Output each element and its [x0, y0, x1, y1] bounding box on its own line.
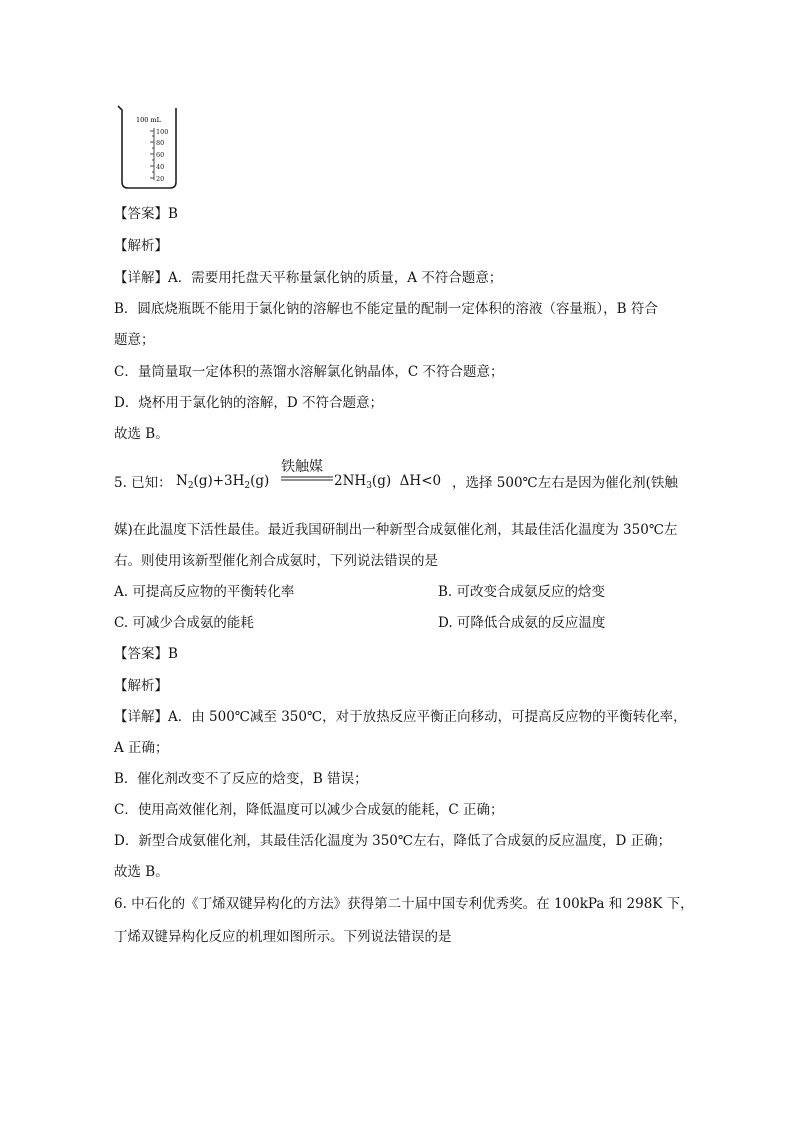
q5-detail-line: C．使用高效催化剂，降低温度可以减少合成氨的能耗，C 正确；	[114, 802, 504, 818]
equilibrium-arrow	[281, 474, 333, 484]
q4-detail-line: D．烧杯用于氯化钠的溶解，D 不符合题意；	[114, 395, 383, 411]
q4-answer: 【答案】B	[114, 206, 178, 222]
beaker-volume-label: 100 mL	[136, 116, 161, 124]
beaker-tick-label: 60	[156, 151, 165, 159]
q5-stem-line: 右。则使用该新型催化剂合成氨时，下列说法错误的是	[114, 553, 438, 569]
q5-detail-line: B．催化剂改变不了反应的焓变，B 错误；	[114, 771, 368, 787]
q4-detail-line: C．量筒量取一定体积的蒸馏水溶解氯化钠晶体，C 不符合题意；	[114, 364, 504, 380]
catalyst-label: 铁触媒	[281, 459, 323, 475]
beaker-tick-label: 80	[156, 139, 165, 147]
q5-answer: 【答案】B	[114, 646, 178, 662]
q5-detail-line: D．新型合成氨催化剂，其最佳活化温度为 350℃左右，降低了合成氨的反应温度，D 正确；	[114, 833, 672, 849]
q4-detail-line: B．圆底烧瓶既不能用于氯化钠的溶解也不能定量的配制一定体积的溶液（容量瓶），B 符合	[114, 301, 658, 317]
q5-detail-line: 故选 B。	[114, 864, 169, 880]
q4-detail-line: 题意；	[114, 332, 155, 348]
q5-stem-line: 媒)在此温度下活性最佳。最近我国研制出一种新型合成氨催化剂，其最佳活化温度为 350℃左	[114, 522, 678, 538]
beaker-tick-label: 40	[156, 163, 165, 171]
q5-stem-continuation: ，选择 500℃左右是因为催化剂(铁触	[452, 475, 678, 491]
q5-number: 5. 已知：	[114, 475, 172, 491]
beaker-tick-label: 100	[156, 128, 169, 136]
beaker-figure	[116, 104, 180, 190]
q6-stem-line: 6. 中石化的《丁烯双键异构化的方法》获得第二十届中国专利优秀奖。在 100kPa 和 298K 下，	[114, 896, 694, 912]
q5-option-d: D. 可降低合成氨的反应温度	[438, 615, 606, 631]
q5-option-c: C. 可减少合成氨的能耗	[114, 615, 254, 631]
reaction-products: $2NH_3(g)$ ΔH<0	[334, 473, 442, 491]
q5-detail-line: 【详解】A．由 500℃减至 350℃，对于放热反应平衡正向移动，可提高反应物的平衡转化率，	[114, 709, 687, 725]
beaker-tick-label: 20	[156, 175, 165, 183]
q4-analysis-heading: 【解析】	[114, 238, 168, 254]
q5-option-a: A. 可提高反应物的平衡转化率	[114, 584, 295, 600]
q4-detail-line: 故选 B。	[114, 426, 169, 442]
q5-detail-line: A 正确；	[114, 740, 169, 756]
reaction-equation: $N_2(g)+3H_2(g)$	[176, 473, 270, 491]
q5-analysis-heading: 【解析】	[114, 678, 168, 694]
q4-detail-line: 【详解】A．需要用托盘天平称量氯化钠的质量，A 不符合题意；	[114, 270, 503, 286]
q6-stem-line: 丁烯双键异构化反应的机理如图所示。下列说法错误的是	[114, 929, 452, 945]
q5-option-b: B. 可改变合成氨反应的焓变	[438, 584, 606, 600]
